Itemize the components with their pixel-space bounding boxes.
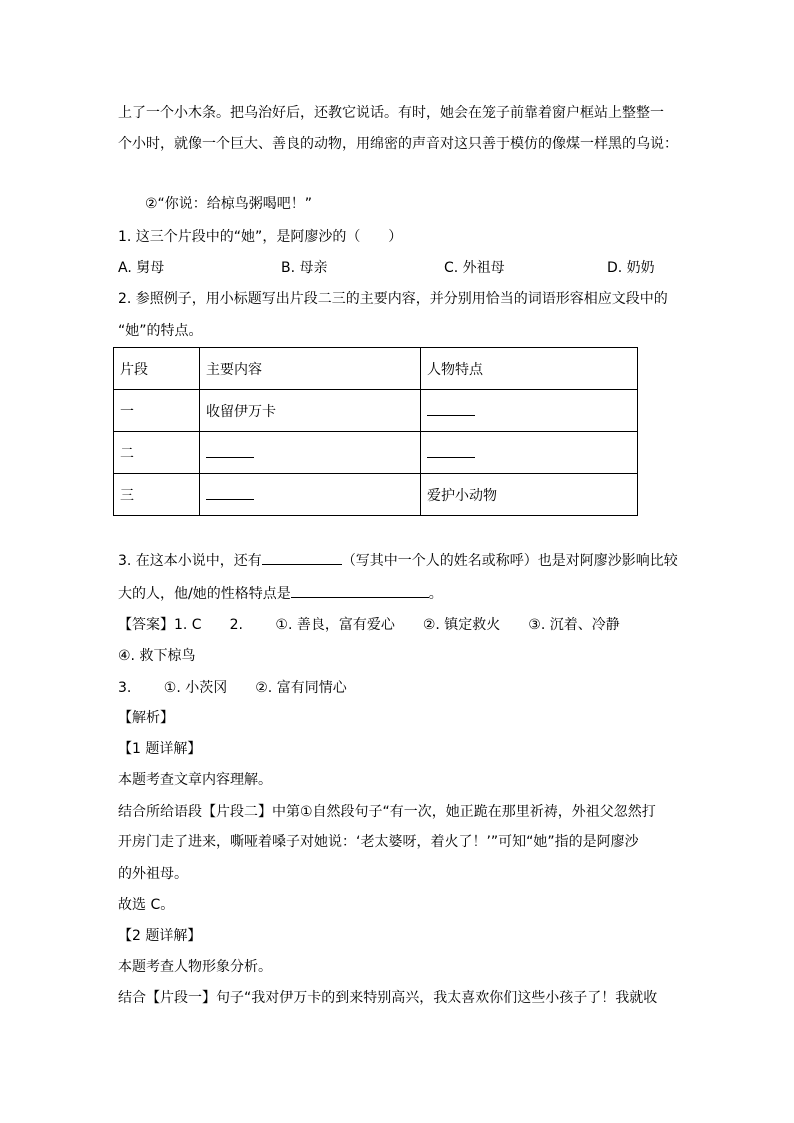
header-cell: 片段 bbox=[114, 348, 200, 390]
q3-text: 。 bbox=[428, 586, 443, 602]
question-3-line2 bbox=[118, 584, 443, 603]
table-row bbox=[114, 432, 638, 474]
passage-line: 个小时，就像一个巨大、善良的动物，用绵密的声音对这只善于模仿的像煤一样黑的乌说： bbox=[118, 136, 678, 152]
option-d: D. 奶奶 bbox=[607, 260, 655, 276]
summary-table bbox=[113, 347, 638, 516]
table-cell: 收留伊万卡 bbox=[200, 390, 421, 432]
answer-blank bbox=[427, 402, 475, 416]
table-cell: 爱护小动物 bbox=[421, 474, 638, 516]
analysis-text: 结合所给语段【片段二】中第①自然段句子“有一次，她正跪在那里祈祷，外祖父忽然打 bbox=[118, 804, 656, 820]
q3-text: （写其中一个人的姓名或称呼）也是对阿廖沙影响比较 bbox=[341, 553, 678, 569]
passage-line: 上了一个小木条。把乌治好后，还教它说话。有时，她会在笼子前靠着窗户框站上整整一 bbox=[118, 105, 664, 121]
header-cell: 主要内容 bbox=[200, 348, 421, 390]
option-b: B. 母亲 bbox=[281, 260, 328, 276]
answer-line: 3. ①. 小茨冈 ②. 富有同情心 bbox=[118, 680, 347, 696]
q1-detail-heading: 【1 题详解】 bbox=[118, 741, 202, 757]
analysis-text: 结合【片段一】句子“我对伊万卡的到来特别高兴，我太喜欢你们这些小孩子了！我就收 bbox=[118, 990, 658, 1006]
answer-blank bbox=[262, 551, 342, 565]
table-header-row bbox=[114, 348, 638, 390]
answer-blank bbox=[291, 584, 429, 598]
table-cell: 三 bbox=[114, 474, 200, 516]
analysis-text: 开房门走了进来，嘶哑着嗓子对她说：‘老太婆呀，着火了！’”可知“她”指的是阿廖沙 bbox=[118, 834, 639, 850]
blank-cell bbox=[421, 432, 638, 474]
analysis-text: 本题考查人物形象分析。 bbox=[118, 959, 272, 975]
header-cell: 人物特点 bbox=[421, 348, 638, 390]
answer-line: 【答案】1. C 2. ①. 善良，富有爱心 ②. 镇定救火 ③. 沉着、冷静 bbox=[118, 617, 620, 633]
table-row bbox=[114, 390, 638, 432]
answer-blank bbox=[206, 444, 254, 458]
option-a: A. 舅母 bbox=[118, 260, 165, 276]
question-3-line1 bbox=[118, 551, 678, 570]
analysis-text: 故选 C。 bbox=[118, 897, 175, 913]
question-2-stem-cont: “她”的特点。 bbox=[118, 323, 203, 339]
question-2-stem: 2. 参照例子，用小标题写出片段二三的主要内容，并分别用恰当的词语形容相应文段中的 bbox=[118, 291, 668, 307]
question-1-stem: 1. 这三个片段中的“她”，是阿廖沙的（ ） bbox=[118, 229, 403, 245]
answer-blank bbox=[206, 486, 254, 500]
blank-cell bbox=[200, 432, 421, 474]
table-cell: 二 bbox=[114, 432, 200, 474]
analysis-text: 本题考查文章内容理解。 bbox=[118, 772, 272, 788]
option-c: C. 外祖母 bbox=[444, 260, 505, 276]
q3-text: 3. 在这本小说中，还有 bbox=[118, 553, 262, 569]
analysis-heading: 【解析】 bbox=[118, 710, 174, 726]
answer-blank bbox=[427, 444, 475, 458]
analysis-text: 的外祖母。 bbox=[118, 866, 188, 882]
q3-text: 大的人，他/她的性格特点是 bbox=[118, 586, 291, 602]
answer-line: ④. 救下椋鸟 bbox=[118, 648, 196, 664]
q2-detail-heading: 【2 题详解】 bbox=[118, 928, 202, 944]
table-cell: 一 bbox=[114, 390, 200, 432]
table-row bbox=[114, 474, 638, 516]
blank-cell bbox=[200, 474, 421, 516]
blank-cell bbox=[421, 390, 638, 432]
passage-quote: ②“你说：给椋鸟粥喝吧！” bbox=[145, 196, 313, 212]
